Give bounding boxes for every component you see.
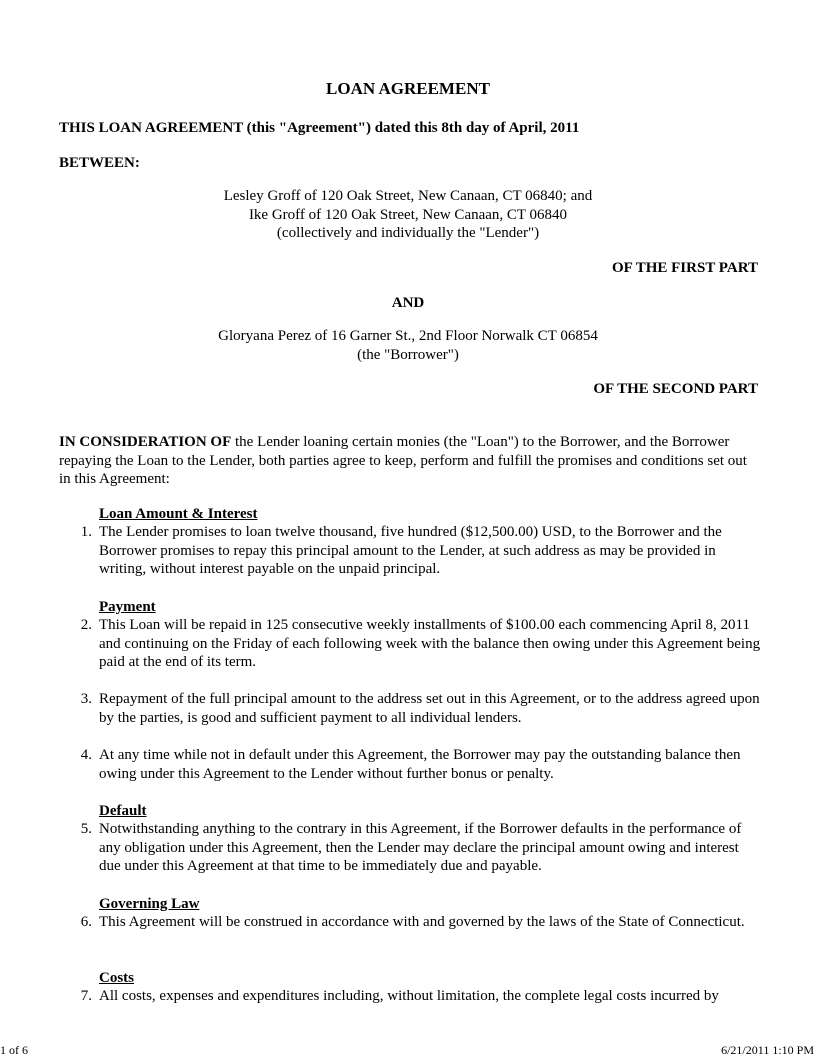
and-label: AND <box>391 295 425 311</box>
section-text-default: Notwithstanding anything to the contrary in this Agreement, if the Borrower defaults in the performance of any obligation under this Agreement, then the Lender may declare the principal amount owing and interest due under this Agreement at that time to be immediately due and payable. <box>99 821 742 874</box>
section-text-prepayment: At any time while not in default under this Agreement, the Borrower may pay the outstanding balance then owing under this Agreement to the Lender without further bonus or penalty. <box>99 747 741 782</box>
borrower-line-1: Gloryana Perez of 16 Garner St., 2nd Floor Norwalk CT 06854 <box>218 328 598 344</box>
section-heading-governing-law: Governing Law <box>99 896 200 912</box>
section-number: 6. <box>80 914 92 930</box>
page-number: 1 of 6 <box>0 1043 28 1057</box>
section-number: 2. <box>80 617 92 633</box>
borrower-line-2: (the "Borrower") <box>357 347 459 363</box>
section-text-payment: This Loan will be repaid in 125 consecutive weekly installments of $100.00 each commencing April 8, 2011 and continuing on the Friday of each following week with the balance then owing under this Agreement being paid at the end of its term. <box>99 617 761 670</box>
section-heading-loan-amount: Loan Amount & Interest <box>99 506 258 522</box>
section-number: 4. <box>80 747 92 763</box>
section-heading-costs: Costs <box>99 970 135 986</box>
section-text-repayment: Repayment of the full principal amount to the address set out in this Agreement, or to the address agreed upon by the parties, is good and sufficient payment to all individual lenders. <box>99 691 760 726</box>
lender-line-2: Ike Groff of 120 Oak Street, New Canaan, CT 06840 <box>248 207 568 223</box>
lender-line-1: Lesley Groff of 120 Oak Street, New Canaan, CT 06840; and <box>223 188 593 204</box>
section-text-governing-law: This Agreement will be construed in accordance with and governed by the laws of the State of Connecticut. <box>99 914 745 930</box>
section-number: 1. <box>80 524 92 540</box>
section-heading-default: Default <box>99 803 147 819</box>
consideration-lead: IN CONSIDERATION OF <box>59 434 232 450</box>
between-label: BETWEEN: <box>59 155 140 171</box>
document-title: LOAN AGREEMENT <box>326 79 490 98</box>
section-text-loan-amount: The Lender promises to loan twelve thousand, five hundred ($12,500.00) USD, to the Borrower and the Borrower promises to repay this principal amount to the Lender, at such address as may be provided in writing, without interest payable on the unpaid principal. <box>99 524 722 577</box>
lender-line-3: (collectively and individually the "Lender") <box>276 225 540 241</box>
print-timestamp: 6/21/2011 1:10 PM <box>721 1043 814 1057</box>
second-part-label: OF THE SECOND PART <box>593 381 758 397</box>
section-heading-payment: Payment <box>99 599 156 615</box>
section-text-costs: All costs, expenses and expenditures including, without limitation, the complete legal costs incurred by <box>99 988 719 1004</box>
section-number: 5. <box>80 821 92 837</box>
section-number: 3. <box>80 691 92 707</box>
section-number: 7. <box>80 988 92 1004</box>
intro-line: THIS LOAN AGREEMENT (this "Agreement") dated this 8th day of April, 2011 <box>59 120 580 136</box>
consideration-paragraph <box>59 433 759 489</box>
first-part-label: OF THE FIRST PART <box>611 260 758 276</box>
consideration-text: the Lender loaning certain monies (the "Loan") to the Borrower, and the Borrower repaying the Loan to the Lender, both parties agree to keep, perform and fulfill the promises and conditions set out in this Agreement: <box>59 434 747 487</box>
